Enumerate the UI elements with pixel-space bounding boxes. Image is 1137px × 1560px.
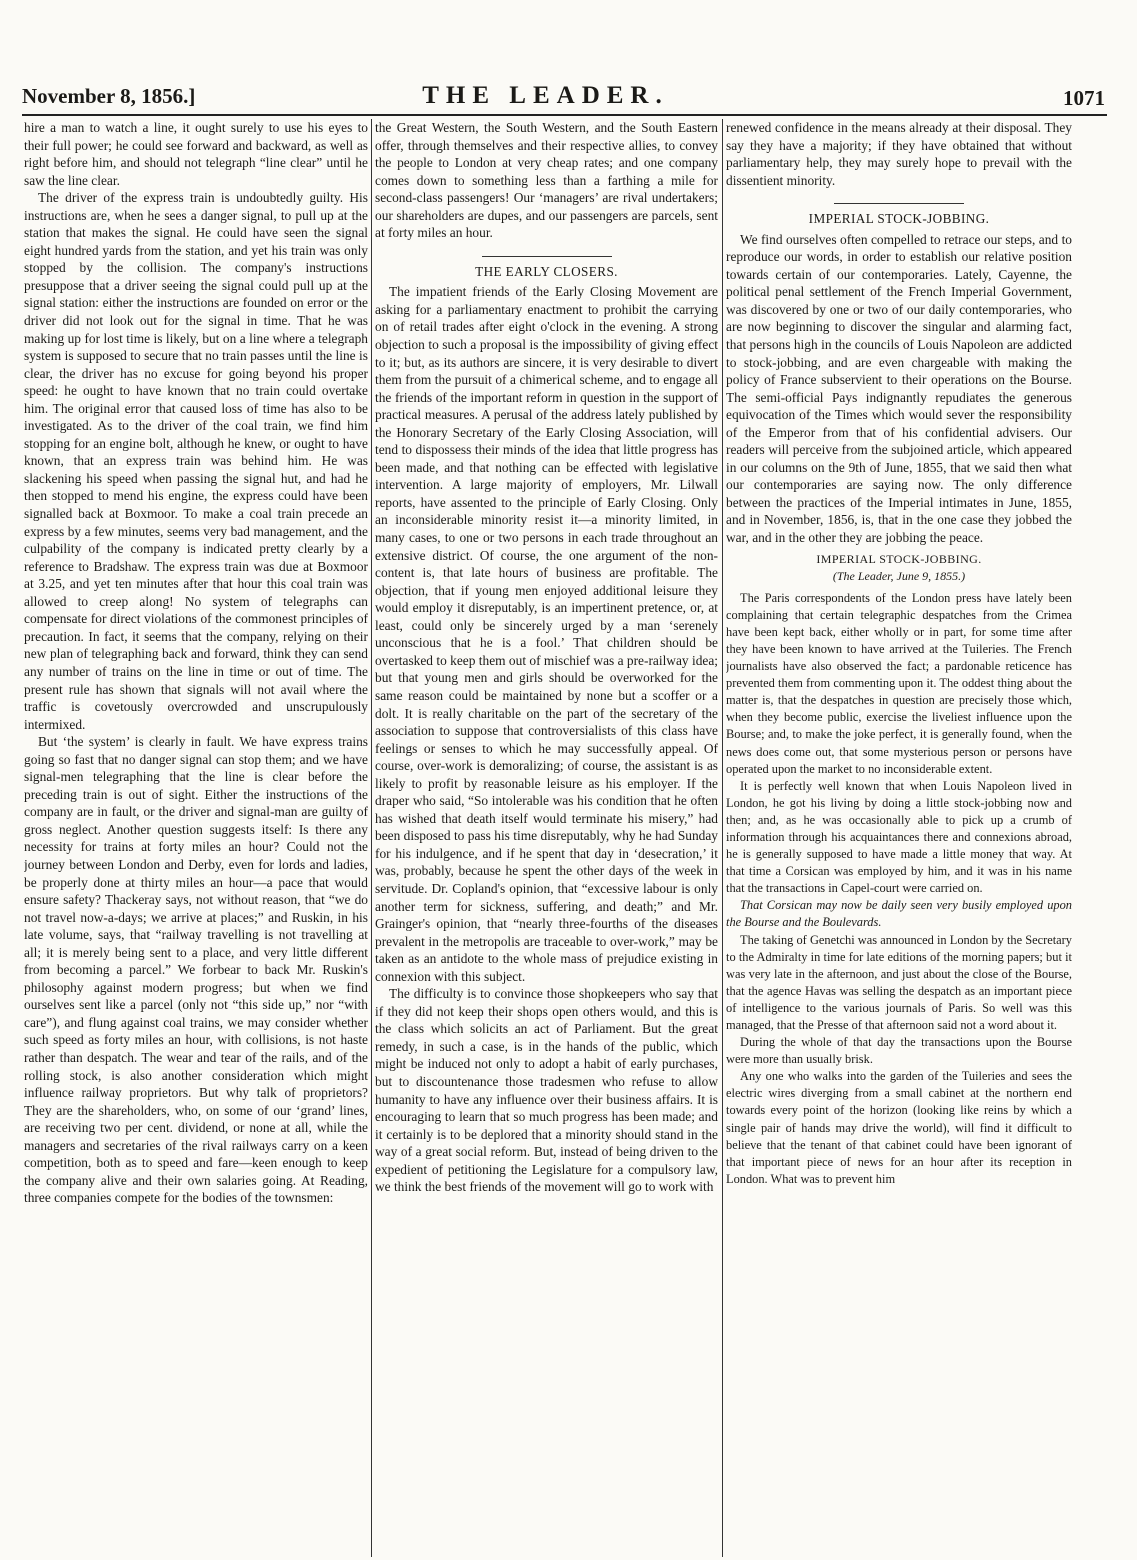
column-2 [375, 119, 718, 1557]
section-rule [834, 203, 964, 204]
reprint-heading: IMPERIAL STOCK-JOBBING. [816, 551, 982, 566]
paragraph: The impatient friends of the Early Closing Movement are asking for a parliamentary enactment to prohibit the carrying on of retail trades after eight o'clock in the evening. A strong objection to such a proposal is the impossibility of giving effect to it; but, as its authors are sincere, it is very desirable to divert them from the pursuit of a chimerical scheme, and to engage all the friends of the important reform in question in the support of practical measures. A perusal of the address lately published by the Honorary Secretary of the Early Closing Association, will tend to dispossess their minds of the idea that little progress has been made, and that nothing can be effected with legislative intervention. A large majority of employers, Mr. Lilwall reports, have assented to the principle of Early Closing. Only an inconsiderable minority resist it—a minority limited, in many cases, to one or two persons in each trade throughout an extensive district. Of course, the one argument of the non-content is, that late hours of business are profitable. The objection, that if young men enjoyed additional leisure they would employ it disreputably, is an impertinent pretence, or, at least, could only be sincerely urged by a man ‘serenely unconscious that he is a fool.’ That children should be overtasked to keep them out of mischief was a pre-railway idea; but that young men and girls should be overworked for the same reason could be maintained by none but a scoffer or a dolt. It is really charitable on the part of the secretary of the association to suppose that controversialists of this class have feelings or senses to which he may successfully appeal. Of course, over-work is demoralizing; of course, the assistant is as likely to profit by reasonable leisure as his employer. If the draper who said, “So intolerable was his condition that he often has wished that death itself would terminate his misery,” had been disposed to pass his time disreputably, why he had Sunday for his indulgence, and if he spent that day in ‘desecration,’ it was, probably, because he spent the other days of the week in servitude. Dr. Copland's opinion, that “excessive labour is only another term for sickness, suffering, and death;” and Mr. Grainger's opinion, that “nearly three-fourths of the diseases prevalent in the metropolis are traceable to over-work,” may be taken as an antidote to the whole mass of prejudice existing in connexion with this subject. [375, 284, 718, 984]
paragraph: Any one who walks into the garden of the Tuileries and sees the electric wires diverging from a small cabinet at the northern end towards every point of the horizon (looking like reins by which a single pair of hands may drive the world), will find it difficult to believe that the tenant of that cabinet could have been ignorant of that important piece of news for an hour after its reception in London. What was to prevent him [726, 1069, 1072, 1186]
paragraph: renewed confidence in the means already at their disposal. They say they have a majority; if they have obtained that without parliamentary help, they may surely hope to prevail with the dissentient minority. [726, 120, 1072, 188]
column-1 [24, 119, 368, 1557]
paragraph: It is perfectly well known that when Louis Napoleon lived in London, he got his living by doing a little stock-jobbing now and then; and, as he was occasionally able to pick up a crumb of information through his acquaintances there and connexions abroad, he is generally supposed to have made a little money that way. At that time a Corsican was employed by him, and it was in his name that the transactions in Capel-court were carried on. [726, 778, 1072, 896]
reprint-source-note: (The Leader, June 9, 1855.) [832, 569, 966, 584]
paragraph: But ‘the system’ is clearly in fault. We have express trains going so fast that no danger signal can stop them; and we have signal-men telegraphing that the line is clear before the preceding train is out of sight. Either the instructions of the company are in fault, or the driver and signal-man are guilty of gross neglect. Another question suggests itself: Is there any necessity for trains at forty miles an hour? Could not the journey between London and Derby, even for lords and ladies, be properly done at thirty miles an hour—a pace that would ensure safety? Thackeray says, not without reason, that “we do not travel now-a-days; we arrive at places;” and Ruskin, in his late volume, says, that “railway travelling is not travelling at all; it is merely being sent to a place, and very little different from becoming a parcel.” We forbear to back Mr. Ruskin's philosophy against modern progress; but when we find ourselves sent like a parcel (only not “this side up,” nor “with care”), and flung against coal trains, we may consider whether such speed as forty miles an hour, with collisions, is not haste rather than despatch. The wear and tear of the rails, and of the rolling stock, is also another consideration which might influence railway proprietors. But why talk of proprietors? They are the shareholders, who, on some of our ‘grand’ lines, are receiving two per cent. dividend, or none at all, while the managers and secretaries of the rival railways carry on a keen competition, both as to speed and fare—keen enough to keep the company alive and their own salaries going. At Reading, three companies compete for the bodies of the townsmen: [24, 734, 368, 1206]
paragraph: During the whole of that day the transactions upon the Bourse were more than usually brisk. [726, 1035, 1072, 1067]
section-rule [482, 256, 612, 257]
paragraph: hire a man to watch a line, it ought surely to use his eyes to their full power; he could see forward and backward, as well as right before him, and should not telegraph “line clear” until he saw the line clear. [24, 120, 368, 188]
reprint-body [726, 590, 1072, 1188]
paragraph: The Paris correspondents of the London press have lately been complaining that certain telegraphic despatches from the Crimea have been kept back, either wholly or in part, for some time after they have been known to have arrived at the Tuileries. The French journalists have also observed the fact; a pardonable reticence has prevented them from commenting upon it. The oddest thing about the matter is, that the despatches in question are precisely those which, when they become public, exercise the liveliest influence upon the Bourse; and, to make the joke perfect, it is generally found, when the news does come out, that some mysterious person or persons have operated upon the market to no inconsiderable extent. [726, 590, 1072, 776]
masthead [22, 82, 1105, 116]
newspaper-title: THE LEADER. [422, 82, 669, 109]
page-number: 1071 [1063, 86, 1105, 110]
column-3 [726, 119, 1072, 1557]
paragraph: That Corsican may now be daily seen very busily employed upon the Bourse and the Boulevards. [726, 898, 1072, 930]
column-divider-2 [722, 119, 723, 1557]
issue-date: November 8, 1856.] [22, 84, 196, 108]
article-heading-stock-jobbing: IMPERIAL STOCK-JOBBING. [808, 211, 990, 227]
column-divider-1 [371, 119, 372, 1557]
article-heading-early-closers: THE EARLY CLOSERS. [475, 263, 618, 279]
masthead-rule [22, 114, 1107, 116]
paragraph: the Great Western, the South Western, and the South Eastern offer, through themselves and their respective allies, to convey the people to London at very cheap rates; and one company comes down to something less than a farthing a mile for second-class passengers! Our ‘managers’ are rival undertakers; our shareholders are dupes, and our passengers are parcels, sent at forty miles an hour. [375, 120, 718, 241]
paragraph: We find ourselves often compelled to retrace our steps, and to reproduce our words, in order to establish our relative position towards certain of our contemporaries. Lately, Cayenne, the political penal settlement of the French Imperial Government, was discovered by one or two of our daily contemporaries, who are now beginning to discover the singular and alarming fact, that persons high in the councils of Louis Napoleon are addicted to stock-jobbing, and are even chargeable with making the policy of France subservient to their operations on the Bourse. The semi-official Pays indignantly repudiates the generous equivocation of the Times which would sever the responsibility of the Emperor from that of his confidential advisers. Our readers will perceive from the subjoined article, which appeared in our columns on the 9th of June, 1855, that we said then what our contemporaries are saying now. The only difference between the practices of the Imperial intimates in June, 1855, and in November, 1856, is, that in the one case they jobbed the war, and in the other they are jobbing the peace. [726, 231, 1072, 546]
paragraph: The taking of Genetchi was announced in London by the Secretary to the Admiralty in time for late editions of the morning papers; but it was very late in the afternoon, and just about the close of the Bourse, that the agence Havas was selling the despatch as an important piece of intelligence to the various journals of Paris. So well was this managed, that the Presse of that afternoon said not a word about it. [726, 932, 1072, 1033]
paragraph: The driver of the express train is undoubtedly guilty. His instructions are, when he sees a danger signal, to pull up at the station that makes the signal. He could have seen the signal eight hundred yards from the station, and yet his train was only stopped by the collision. The company's instructions presuppose that a driver seeing the signal could pull up at the signal station: either the instructions are founded on error or the driver did not look out for the signal in time. That he was making up for lost time is likely, but on a line where a telegraph system is supposed to secure that no train passes until the line is clear, the driver has no excuse for going beyond his proper speed: he ought to have known that no train could overtake him. The original error that caused loss of time has also to be investigated. As to the driver of the coal train, we find him stopping for an engine bolt, although he knew, or ought to have known, that an express train was behind him. He was slackening his speed when passing the signal hut, and had he then stopped to mend his engine, the express could have been signalled back at Boxmoor. To make a coal train precede an express by a few minutes, seems very bad management, and the culpability of the company is indicated pretty clearly by a reference to Bradshaw. The express train was due at Boxmoor at 3.25, and yet ten minutes after that hour this coal train was allowed to creep along! No system of telegraphs can compensate for direct violations of the commonest principles of precaution. In fact, it seems that the company, relying on their new plan of telegraphing back and forward, think they can send any number of trains on the line in time or out of time. The present rule has shown that signals will not avail where the traffic is covetously overcrowded and unscrupulously intermixed. [24, 190, 368, 732]
paragraph: The difficulty is to convince those shopkeepers who say that if they did not keep their shops open others would, and this is the class which solicits an act of Parliament. But the great remedy, in such a case, is in the hands of the public, which might be induced not only to adopt a habit of early purchases, but to discountenance those tradesmen who refuse to allow humanity to have any influence over their business affairs. It is encouraging to learn that so much progress has been made; and it certainly is to be deplored that a minority should stand in the way of a great social reform. But, instead of being driven to the expedient of petitioning the Legislature for a compulsory law, we think the best friends of the movement will go to work with [375, 986, 718, 1195]
